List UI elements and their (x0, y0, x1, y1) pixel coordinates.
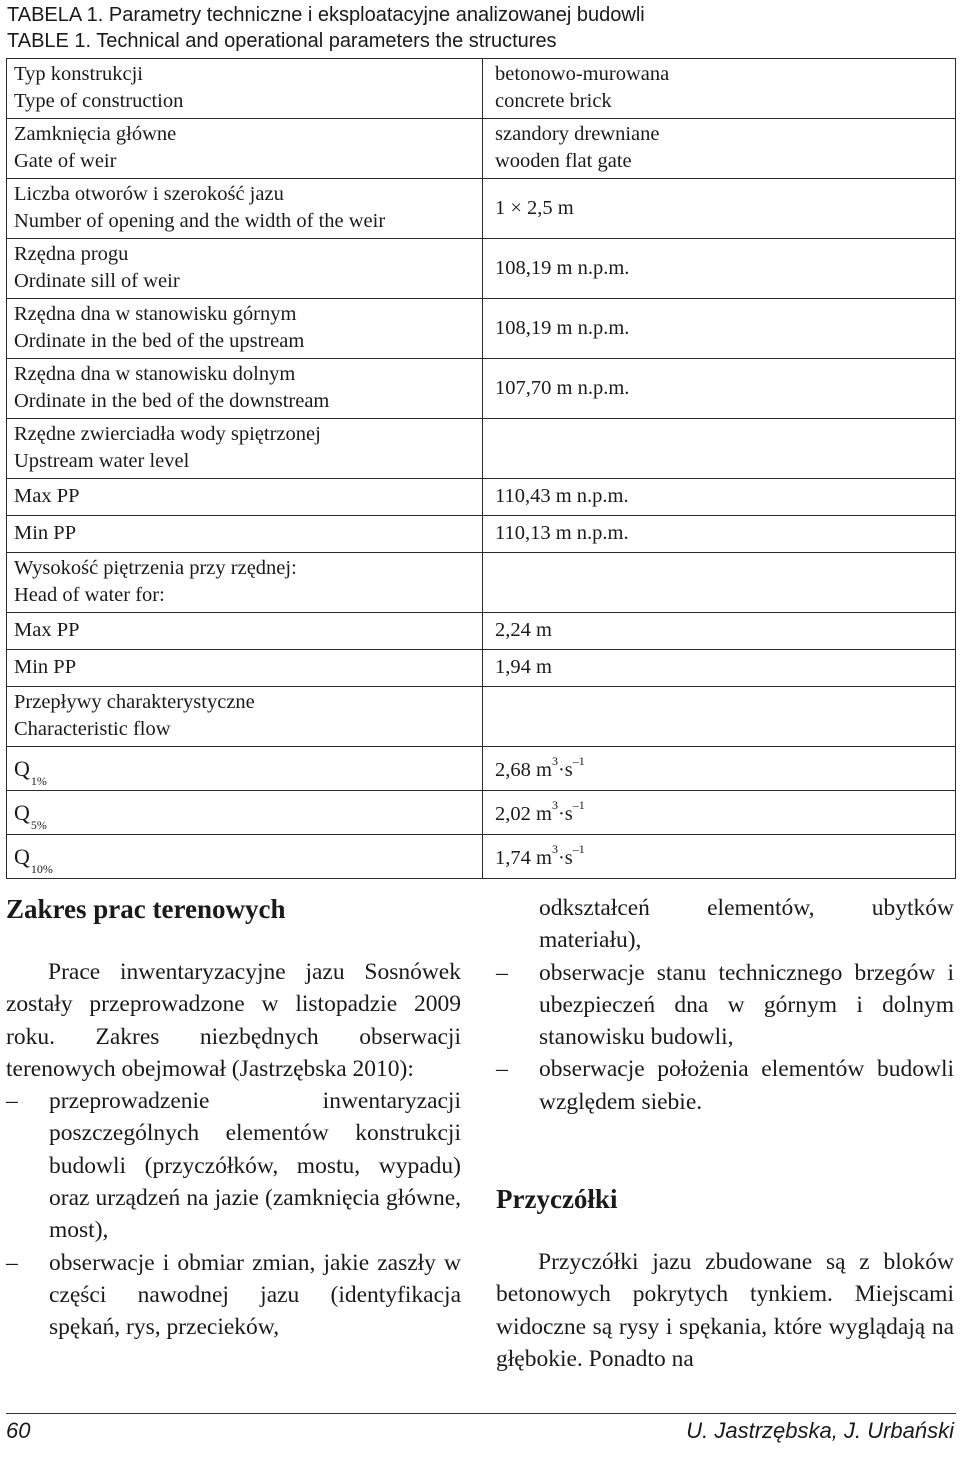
label-polish: Wysokość piętrzenia przy rzędnej: (14, 557, 297, 579)
table-row (7, 299, 956, 359)
flow-subscript: 5% (30, 818, 47, 832)
list-item: – obserwacje stanu technicznego brzegów i ubezpieczeń dna w górnym i dolnym stanowisku budowli, (496, 957, 954, 1054)
flow-subscript: 10% (30, 862, 53, 876)
table-row-flow (7, 747, 956, 791)
table-row (7, 359, 956, 419)
section-heading-abutments: Przyczółki (496, 1184, 618, 1215)
value-primary: 110,43 m n.p.m. (495, 485, 629, 507)
parameter-label (7, 613, 483, 650)
parameter-value (483, 516, 956, 553)
flow-exponent-time: –1 (572, 842, 585, 856)
parameter-value (483, 687, 956, 747)
table-row (7, 516, 956, 553)
label-english: Gate of weir (14, 150, 117, 172)
flow-exponent: 3 (551, 798, 558, 812)
section-heading-field-work: Zakres prac terenowych (6, 894, 286, 924)
table-row-flow (7, 835, 956, 879)
table-row (7, 239, 956, 299)
flow-number: 1,74 (495, 847, 531, 869)
parameter-label (7, 479, 483, 516)
label-polish: Rzędna progu (14, 243, 129, 265)
parameter-label (7, 299, 483, 359)
parameter-value (483, 613, 956, 650)
dash-marker: – (6, 1249, 18, 1276)
flow-label (7, 747, 483, 791)
label-polish: Liczba otworów i szerokość jazu (14, 183, 284, 205)
flow-symbol: Q (14, 844, 30, 869)
parameter-value (483, 179, 956, 239)
caption-pl: TABELA 1. Parametry techniczne i eksploatacyjne analizowanej budowli (7, 4, 645, 26)
flow-label (7, 835, 483, 879)
dash-marker: – (6, 1088, 18, 1115)
flow-value (483, 791, 956, 835)
value-primary: 1,94 m (495, 656, 552, 678)
value-secondary: wooden flat gate (495, 150, 632, 172)
value-primary: szandory drewniane (495, 123, 660, 145)
parameter-value (483, 479, 956, 516)
table-row (7, 687, 956, 747)
right-column (496, 892, 954, 1375)
label-polish: Max PP (14, 619, 80, 641)
parameter-value (483, 359, 956, 419)
label-polish: Typ konstrukcji (14, 63, 143, 85)
value-primary: 107,70 m n.p.m. (495, 376, 630, 399)
parameters-table-body (7, 59, 956, 879)
flow-value (483, 835, 956, 879)
footer-authors: U. Jastrzębska, J. Urbański (686, 1418, 954, 1443)
left-column (6, 892, 461, 1344)
parameter-label (7, 650, 483, 687)
table-row (7, 479, 956, 516)
label-english: Number of opening and the width of the weir (14, 210, 386, 232)
flow-subscript: 1% (30, 774, 47, 788)
parameter-label (7, 553, 483, 613)
table-row (7, 59, 956, 119)
parameter-value (483, 419, 956, 479)
footer-divider (6, 1413, 956, 1414)
table-row (7, 650, 956, 687)
list-item: – przeprowadzenie inwentaryzacji poszczególnych elementów konstrukcji budowli (przyczółków, mostu, wypadu) oraz urządzeń na jazie (zamknięcia główne, most), (6, 1085, 461, 1246)
flow-unit: m (536, 759, 552, 781)
parameters-table (6, 58, 956, 879)
table-row (7, 179, 956, 239)
flow-symbol: Q (14, 800, 30, 825)
flow-exponent: 3 (551, 842, 558, 856)
flow-number: 2,02 (495, 803, 531, 825)
value-primary: 110,13 m n.p.m. (495, 522, 629, 544)
value-primary: 108,19 m n.p.m. (495, 256, 630, 279)
label-english: Ordinate in the bed of the downstream (14, 390, 330, 412)
parameter-label (7, 239, 483, 299)
flow-label (7, 791, 483, 835)
table-caption (7, 2, 645, 54)
value-primary: 1 × 2,5 m (495, 196, 574, 219)
label-english: Head of water for: (14, 584, 165, 606)
table-row-flow (7, 791, 956, 835)
label-polish: Rzędna dna w stanowisku dolnym (14, 363, 296, 385)
label-english: Upstream water level (14, 450, 190, 472)
parameter-value (483, 650, 956, 687)
flow-unit: m (536, 803, 552, 825)
parameter-label (7, 119, 483, 179)
flow-exponent-time: –1 (572, 798, 585, 812)
label-polish: Min PP (14, 522, 77, 544)
value-primary: 2,24 m (495, 619, 552, 641)
parameter-label (7, 59, 483, 119)
flow-value (483, 747, 956, 791)
flow-exponent: 3 (551, 754, 558, 768)
label-polish: Przepływy charakterystyczne (14, 691, 255, 713)
parameter-label (7, 419, 483, 479)
table-row (7, 613, 956, 650)
flow-unit-time: ·s (557, 847, 573, 869)
list-item: – obserwacje położenia elementów budowli względem siebie. (496, 1053, 954, 1118)
page-number: 60 (6, 1418, 31, 1443)
label-polish: Max PP (14, 485, 80, 507)
label-english: Characteristic flow (14, 718, 171, 740)
abutments-paragraph: Przyczółki jazu zbudowane są z bloków betonowych pokrytych tynkiem. Miejscami widoczne są rysy i spękania, które wyglądają na głębokie. Ponadto na (496, 1249, 954, 1372)
label-polish: Min PP (14, 656, 77, 678)
value-secondary: concrete brick (495, 90, 612, 112)
parameter-label (7, 179, 483, 239)
parameter-label (7, 687, 483, 747)
parameter-value (483, 239, 956, 299)
table-row (7, 119, 956, 179)
list-item: – obserwacje i obmiar zmian, jakie zaszły w części nawodnej jazu (identyfikacja spękań, rys, przecieków, (6, 1247, 461, 1344)
parameter-value (483, 119, 956, 179)
flow-number: 2,68 (495, 759, 531, 781)
field-work-paragraph: Prace inwentaryzacyjne jazu Sosnówek zostały przeprowadzone w listopadzie 2009 roku. Zakres niezbędnych obserwacji terenowych obejmował (Jastrzębska 2010): (6, 959, 461, 1082)
label-english: Type of construction (14, 90, 184, 112)
value-primary: betonowo-murowana (495, 63, 670, 85)
field-work-list (6, 1085, 461, 1343)
caption-en: TABLE 1. Technical and operational parameters the structures (7, 30, 557, 52)
table-row (7, 553, 956, 613)
flow-unit-time: ·s (557, 803, 573, 825)
list-continuation: odkształceń elementów, ubytków materiału), (539, 895, 954, 954)
flow-unit: m (536, 847, 552, 869)
label-polish: Rzędne zwierciadła wody spiętrzonej (14, 423, 321, 445)
table-row (7, 419, 956, 479)
label-english: Ordinate sill of weir (14, 270, 180, 292)
parameter-value (483, 59, 956, 119)
parameter-value (483, 553, 956, 613)
label-polish: Rzędna dna w stanowisku górnym (14, 303, 297, 325)
flow-symbol: Q (14, 756, 30, 781)
parameter-label (7, 516, 483, 553)
parameter-value (483, 299, 956, 359)
label-english: Ordinate in the bed of the upstream (14, 330, 305, 352)
observations-list (496, 957, 954, 1118)
dash-marker: – (496, 959, 508, 986)
parameter-label (7, 359, 483, 419)
label-polish: Zamknięcia główne (14, 123, 177, 145)
value-primary: 108,19 m n.p.m. (495, 316, 630, 339)
dash-marker: – (496, 1056, 508, 1083)
flow-unit-time: ·s (557, 759, 573, 781)
flow-exponent-time: –1 (572, 754, 585, 768)
